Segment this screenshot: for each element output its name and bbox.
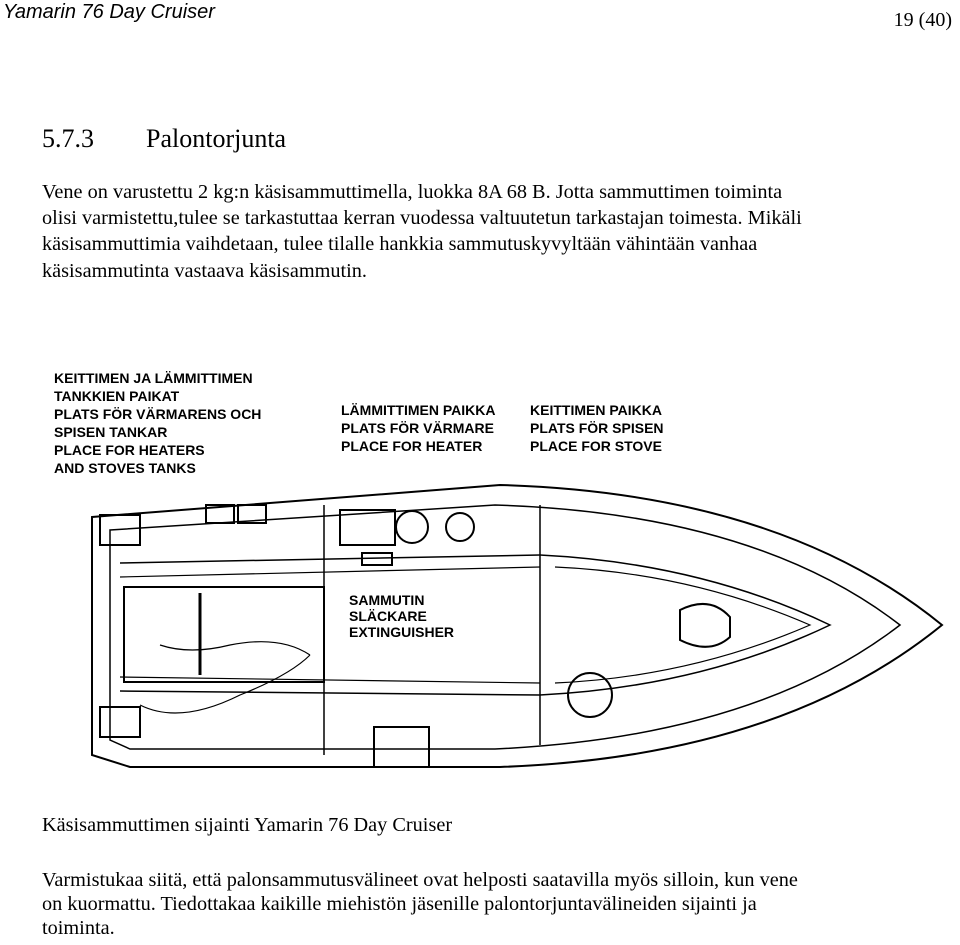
cockpit-inner-line-2 [555, 567, 810, 683]
steering-wheel [568, 673, 612, 717]
intro-line: olisi varmistettu,tulee se tarkastuttaa kerran vuodessa valtuutetun tarkastajan toimesta. Mikäli [42, 207, 802, 230]
outer-hull [92, 485, 942, 767]
extinguisher-label-line: EXTINGUISHER [349, 624, 455, 640]
stove-label-line: PLACE FOR STOVE [530, 438, 662, 454]
closing-line: Varmistukaa siitä, että palonsammutusvälineet ovat helposti saatavilla myös silloin, kun vene [42, 869, 798, 891]
stove-label [530, 402, 664, 454]
extinguisher-label-line: SAMMUTIN [349, 592, 425, 608]
section-heading [42, 124, 286, 154]
tanks-label-line: KEITTIMEN JA LÄMMITTIMEN [54, 370, 253, 386]
section-title: Palontorjunta [146, 124, 287, 153]
tanks-label-line: TANKKIEN PAIKAT [54, 388, 180, 404]
transom-locker-bottom [100, 707, 140, 737]
intro-line: käsisammutinta vastaava käsisammutin. [42, 259, 367, 282]
boat-layout-diagram [40, 355, 960, 790]
tanks-label-line: PLATS FÖR VÄRMARENS OCH [54, 406, 262, 422]
cable-run [140, 655, 310, 713]
extinguisher-label-line: SLÄCKARE [349, 608, 427, 624]
stove-label-line: KEITTIMEN PAIKKA [530, 402, 662, 418]
heater-label-line: LÄMMITTIMEN PAIKKA [341, 402, 496, 418]
intro-paragraph [42, 179, 942, 284]
helm-box [374, 727, 429, 767]
tanks-label [54, 370, 261, 476]
extinguisher-label [349, 592, 454, 640]
heater-label-line: PLACE FOR HEATER [341, 438, 483, 454]
intro-line: Vene on varustettu 2 kg:n käsisammuttimella, luokka 8A 68 B. Jotta sammuttimen toiminta [42, 181, 783, 203]
heater-label-line: PLATS FÖR VÄRMARE [341, 420, 494, 436]
hull-drawing [92, 485, 942, 767]
heater-dial [396, 511, 428, 543]
document-title: Yamarin 76 Day Cruiser [3, 1, 215, 23]
section-number: 5.7.3 [42, 124, 94, 153]
inner-hull [110, 505, 900, 749]
closing-line: on kuormattu. Tiedottakaa kaikille miehistön jäsenille palontorjuntavälineiden sijainti ja [42, 893, 757, 915]
tanks-label-line: SPISEN TANKAR [54, 424, 168, 440]
fuel-line [160, 642, 310, 655]
page-number: 19 (40) [893, 9, 952, 31]
intro-line: käsisammuttimia vaihdetaan, tulee tilalle hankkia sammutuskyvyltään vähintään vanhaa [42, 233, 758, 256]
closing-paragraph [42, 868, 798, 940]
closing-line: toiminta. [42, 917, 115, 939]
tanks-label-line: AND STOVES TANKS [54, 460, 196, 476]
heater-label [341, 402, 496, 454]
side-deck-top [120, 555, 540, 563]
figure-caption: Käsisammuttimen sijainti Yamarin 76 Day Cruiser [42, 814, 453, 836]
tanks-label-line: PLACE FOR HEATERS [54, 442, 205, 458]
stove-label-line: PLATS FÖR SPISEN [530, 420, 664, 436]
bow-hatch [680, 604, 730, 647]
side-deck-top-2 [120, 567, 540, 577]
side-deck-bottom [120, 691, 540, 695]
stove-burner [446, 513, 474, 541]
